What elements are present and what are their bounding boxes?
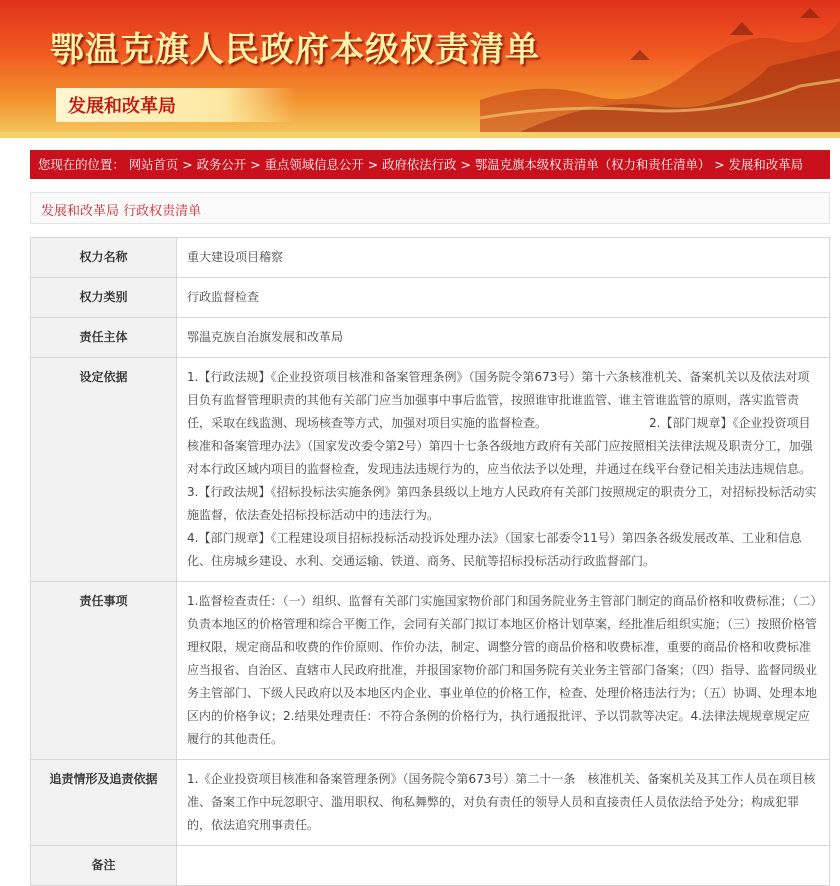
table-row xyxy=(31,846,830,886)
basis-paragraph: 4.【部门规章】《工程建设项目招标投标活动投诉处理办法》（国家七部委令11号）第四条各级发展改革、工业和信息化、住房城乡建设、水利、交通运输、铁道、商务、民航等招标投标活动行政监督部门。 xyxy=(187,531,802,568)
table-row xyxy=(31,238,830,278)
table-row xyxy=(31,582,830,760)
breadcrumb-separator: > xyxy=(367,157,379,172)
table-row xyxy=(31,318,830,358)
row-label: 责任主体 xyxy=(31,318,177,358)
table-row xyxy=(31,278,830,318)
row-value: 行政监督检查 xyxy=(177,278,830,318)
row-value: 重大建设项目稽察 xyxy=(177,238,830,278)
breadcrumb xyxy=(30,150,830,179)
breadcrumb-current[interactable]: 发展和改革局 xyxy=(728,157,803,172)
section-title: 发展和改革局 行政权责清单 xyxy=(41,204,202,219)
site-title: 鄂温克旗人民政府本级权责清单 xyxy=(50,30,540,70)
breadcrumb-gov-affairs[interactable]: 政务公开 xyxy=(196,157,247,172)
row-value: 1.《企业投资项目核准和备案管理条例》（国务院令第673号）第二十一条 核准机关、备案机关及其工作人员在项目核准、备案工作中玩忽职守、滥用职权、徇私舞弊的，对负有责任的领导人员和直接责任人员依法给予处分；构成犯罪的，依法追究刑事责任。 xyxy=(177,760,830,846)
breadcrumb-law-admin[interactable]: 政府依法行政 xyxy=(382,157,457,172)
section-title-bar xyxy=(30,192,830,224)
row-label: 权力名称 xyxy=(31,238,177,278)
table-row xyxy=(31,760,830,846)
breadcrumb-separator: > xyxy=(250,157,261,172)
row-label: 设定依据 xyxy=(31,358,177,582)
row-value xyxy=(177,846,830,886)
breadcrumb-key-areas[interactable]: 重点领域信息公开 xyxy=(264,157,364,172)
row-value: 鄂温克族自治旗发展和改革局 xyxy=(177,318,830,358)
banner-divider xyxy=(0,132,840,138)
basis-paragraph: 1.【行政法规】《企业投资项目核准和备案管理条例》（国务院令第673号）第十六条核准机关、备案机关以及依法对项目负有监督管理职责的其他有关部门应当加强事中事后监管，按照谁审批谁监管、谁主管谁监管的原则，落实监管责任，采取在线监测、现场核查等方式，加强对项目实施的监督检查。 2.【部门规章】《企业投资项目核准和备案管理办法》（国家发改委令第2号）第四十七条各级地方政府有关部门应按照相关法律法规及职责分工，加强对本行政区域内项目的监督检查，发现违法违规行为的，应当依法予以处理，并通过在线平台登记相关违法违规信息。 xyxy=(187,370,813,476)
row-label: 权力类别 xyxy=(31,278,177,318)
breadcrumb-separator: > xyxy=(714,157,725,172)
department-tag-label: 发展和改革局 xyxy=(68,96,176,117)
table-row xyxy=(31,358,830,582)
breadcrumb-home[interactable]: 网站首页 xyxy=(128,157,179,172)
breadcrumb-prefix: 您现在的位置： xyxy=(38,157,125,172)
row-label: 备注 xyxy=(31,846,177,886)
row-value: 1.监督检查责任：（一）组织、监督有关部门实施国家物价部门和国务院业务主管部门制定的商品价格和收费标准；（二）负责本地区的价格管理和综合平衡工作，会同有关部门拟订本地区价格计划草案，经批准后组织实施；（三）按照价格管理权限，规定商品和收费的作价原则、作价办法，制定、调整分管的商品价格和收费标准，重要的商品价格和收费标准应当报省、自治区、直辖市人民政府批准，并报国家物价部门和国务院有关业务主管部门备案；（四）指导、监督同级业务主管部门、下级人民政府以及本地区内企业、事业单位的价格工作，检查、处理价格违法行为；（五）协调、处理本地区内的价格争议；2.结果处理责任：不符合条例的价格行为，执行通报批评、予以罚款等决定。4.法律法规规章规定应履行的其他责任。 xyxy=(177,582,830,760)
department-tag xyxy=(56,88,296,122)
power-detail-table xyxy=(30,237,830,886)
row-label: 追责情形及追责依据 xyxy=(31,760,177,846)
row-value xyxy=(177,358,830,582)
breadcrumb-separator: > xyxy=(182,157,193,172)
breadcrumb-power-list[interactable]: 鄂温克旗本级权责清单（权力和责任清单） xyxy=(474,157,711,172)
header-banner xyxy=(0,0,840,132)
basis-paragraph: 3.【行政法规】《招标投标法实施条例》第四条县级以上地方人民政府有关部门按照规定的职责分工，对招标投标活动实施监督，依法查处招标投标活动中的违法行为。 xyxy=(187,485,817,522)
breadcrumb-separator: > xyxy=(460,157,471,172)
row-label: 责任事项 xyxy=(31,582,177,760)
